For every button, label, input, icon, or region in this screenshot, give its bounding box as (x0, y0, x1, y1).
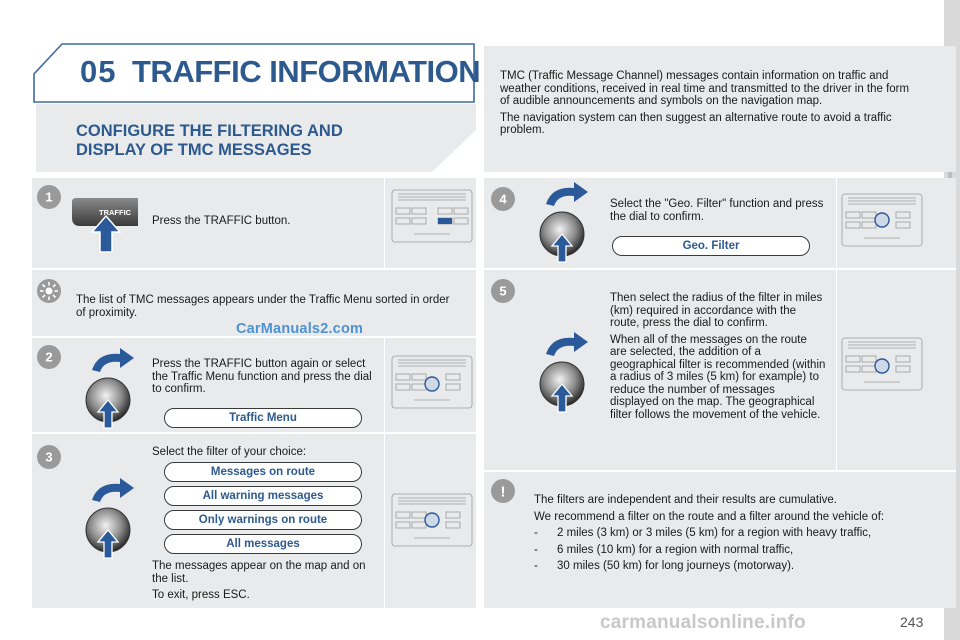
right-divider-2 (484, 470, 956, 472)
intro-para-2: The navigation system can then suggest an alternative route to avoid a traffic problem. (500, 111, 892, 136)
left-vsep-1 (384, 178, 385, 268)
radio-unit-illustration-1 (390, 186, 474, 246)
dial-arrow-svg-2 (78, 346, 150, 430)
svg-text:2: 2 (45, 349, 53, 365)
step2-dial-illustration (78, 346, 150, 430)
note-bullet-1 (534, 527, 924, 540)
step5-text (610, 292, 826, 425)
step-badge-3 (36, 444, 62, 470)
intro-text (500, 70, 910, 141)
option-all-messages[interactable]: All messages (164, 534, 362, 554)
radio-unit-illustration-5 (840, 334, 924, 394)
page-number: 243 (900, 614, 924, 630)
step3-dial-illustration (78, 476, 150, 560)
chapter-number: 05 (80, 54, 117, 89)
left-divider-3 (32, 432, 476, 434)
dial-arrow-svg-5 (532, 330, 604, 414)
section-title-line2: DISPLAY OF TMC MESSAGES (76, 141, 312, 159)
left-divider-1 (32, 268, 476, 270)
dial-arrow-svg-3 (78, 476, 150, 560)
option-messages-on-route[interactable]: Messages on route (164, 462, 362, 482)
note-bullet-2-text: 6 miles (10 km) for a region with normal traffic, (557, 543, 794, 556)
svg-text:5: 5 (499, 283, 507, 299)
note-text (534, 494, 924, 577)
radio-unit-svg-3 (390, 490, 474, 550)
step2-text: Press the TRAFFIC button again or select the Traffic Menu function and press the dial to confirm. (152, 358, 372, 395)
radio-unit-illustration-4 (840, 190, 924, 250)
traffic-button-illustration (70, 196, 142, 254)
intro-para-1: TMC (Traffic Message Channel) messages contain information on traffic and weather conditions, received in real time and transmitted to the driver in the form of audible announcements and symbols on the navigation map. (500, 70, 910, 107)
right-vsep-1 (836, 178, 837, 470)
note-bullet-2 (534, 544, 924, 557)
step-badge-5 (490, 278, 516, 304)
note-para-2: We recommend a filter on the route and a filter around the vehicle of: (534, 510, 885, 523)
option-only-warnings-on-route[interactable]: Only warnings on route (164, 510, 362, 530)
radio-unit-illustration-3 (390, 490, 474, 550)
svg-text:1: 1 (45, 189, 53, 205)
option-all-warning-messages[interactable]: All warning messages (164, 486, 362, 506)
step4-dial-illustration (532, 180, 604, 264)
note-bullet-1-text: 2 miles (3 km) or 3 miles (5 km) for a region with heavy traffic, (557, 527, 872, 539)
radio-unit-svg-1 (390, 186, 474, 246)
bullet-dash: - (534, 560, 538, 572)
step5-text-1: Then select the radius of the filter in miles (km) required in accordance with the route, press the dial to confirm. (610, 292, 823, 329)
traffic-button-label: TRAFFIC (99, 208, 132, 217)
right-divider-1 (484, 268, 956, 270)
watermark: CarManuals2.com (236, 321, 364, 337)
chapter-title: TRAFFIC INFORMATION (132, 54, 481, 89)
radio-unit-svg-2 (390, 352, 474, 412)
bullet-dash: - (534, 543, 538, 556)
svg-text:3: 3 (45, 449, 53, 465)
step5-text-2: When all of the messages on the route are selected, the addition of a geographical filter is recommended (within a radius of 3 miles (5 km) for example) to reduce the number of messages displayed on the map. The geographical filter follows the movement of the vehicle. (610, 333, 826, 421)
step3-after-2: To exit, press ESC. (152, 589, 250, 601)
traffic-button-svg (70, 196, 142, 254)
step3-after-1: The messages appear on the map and on the list. (152, 560, 366, 585)
step4-text: Select the "Geo. Filter" function and press the dial to confirm. (610, 198, 824, 223)
step3-after-text (152, 560, 372, 606)
info-text: The list of TMC messages appears under the Traffic Menu sorted in order of proximity. (76, 294, 450, 319)
traffic-menu-pill[interactable]: Traffic Menu (164, 408, 362, 428)
radio-unit-illustration-2 (390, 352, 474, 412)
note-bullet-3-text: 30 miles (50 km) for long journeys (motorway). (557, 560, 795, 572)
note-bullet-3 (534, 560, 924, 573)
dial-arrow-svg-4 (532, 180, 604, 264)
section-title-line1: CONFIGURE THE FILTERING AND (76, 122, 343, 140)
note-bullet-list (534, 527, 924, 573)
section-title (76, 122, 343, 160)
geo-filter-pill[interactable]: Geo. Filter (612, 236, 810, 256)
radio-unit-svg-5 (840, 334, 924, 394)
left-vsep-2 (384, 338, 385, 608)
svg-text:4: 4 (499, 191, 507, 207)
step3-text: Select the filter of your choice: (152, 446, 307, 458)
radio-unit-svg-4 (840, 190, 924, 250)
step-badge-2 (36, 344, 62, 370)
step-badge-4 (490, 186, 516, 212)
svg-text:!: ! (500, 483, 506, 501)
step5-dial-illustration (532, 330, 604, 414)
note-para-1: The filters are independent and their results are cumulative. (534, 494, 837, 506)
bullet-dash: - (534, 527, 538, 539)
step1-text: Press the TRAFFIC button. (152, 215, 291, 227)
info-sun-icon (36, 278, 62, 304)
step-badge-1 (36, 184, 62, 210)
warning-badge (490, 478, 516, 504)
footer-watermark: carmanualsonline.info (600, 612, 806, 633)
